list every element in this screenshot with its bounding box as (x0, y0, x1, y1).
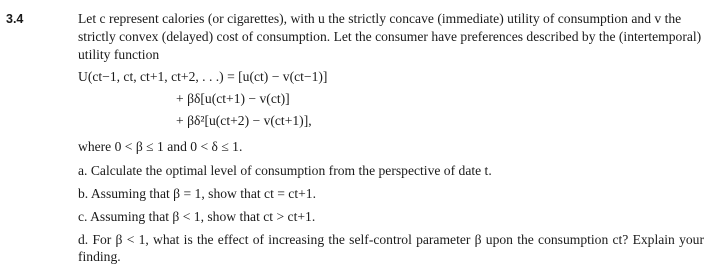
parameter-constraints: where 0 < β ≤ 1 and 0 < δ ≤ 1. (78, 139, 243, 155)
part-a (78, 162, 704, 180)
part-b-text: Assuming that β = 1, show that ct = ct+1. (90, 185, 316, 201)
part-d (78, 231, 704, 267)
part-b (78, 185, 704, 203)
part-a-text: Calculate the optimal level of consumption from the perspective of date t. (90, 163, 492, 179)
part-a-label: a. (78, 163, 88, 179)
problem-parts (78, 162, 704, 266)
part-c-label: c. (78, 208, 88, 224)
problem-body (78, 10, 704, 271)
equation-line-2: + βδ[u(ct+1) − v(ct)] (176, 91, 290, 107)
equation-line-3: + βδ²[u(ct+2) − v(ct+1)], (176, 113, 312, 129)
problem-number: 3.4 (6, 12, 24, 26)
part-b-label: b. (78, 185, 89, 201)
part-d-text: For β < 1, what is the effect of increasing the self-control parameter β upon the consumption ct? Explain your finding. (78, 231, 704, 265)
part-c (78, 208, 704, 226)
problem-intro: Let c represent calories (or cigarettes), with u the strictly concave (immediate) utility of consumption and v the strictly convex (delayed) cost of consumption. Let the consumer have preferences described by the (intertemporal) utility function (78, 11, 702, 62)
part-c-text: Assuming that β < 1, show that ct > ct+1. (90, 208, 316, 224)
part-d-label: d. (78, 231, 89, 247)
equation-line-1: U(ct−1, ct, ct+1, ct+2, . . .) = [u(ct) − v(ct−1)] (78, 69, 328, 85)
utility-equation (78, 66, 704, 132)
